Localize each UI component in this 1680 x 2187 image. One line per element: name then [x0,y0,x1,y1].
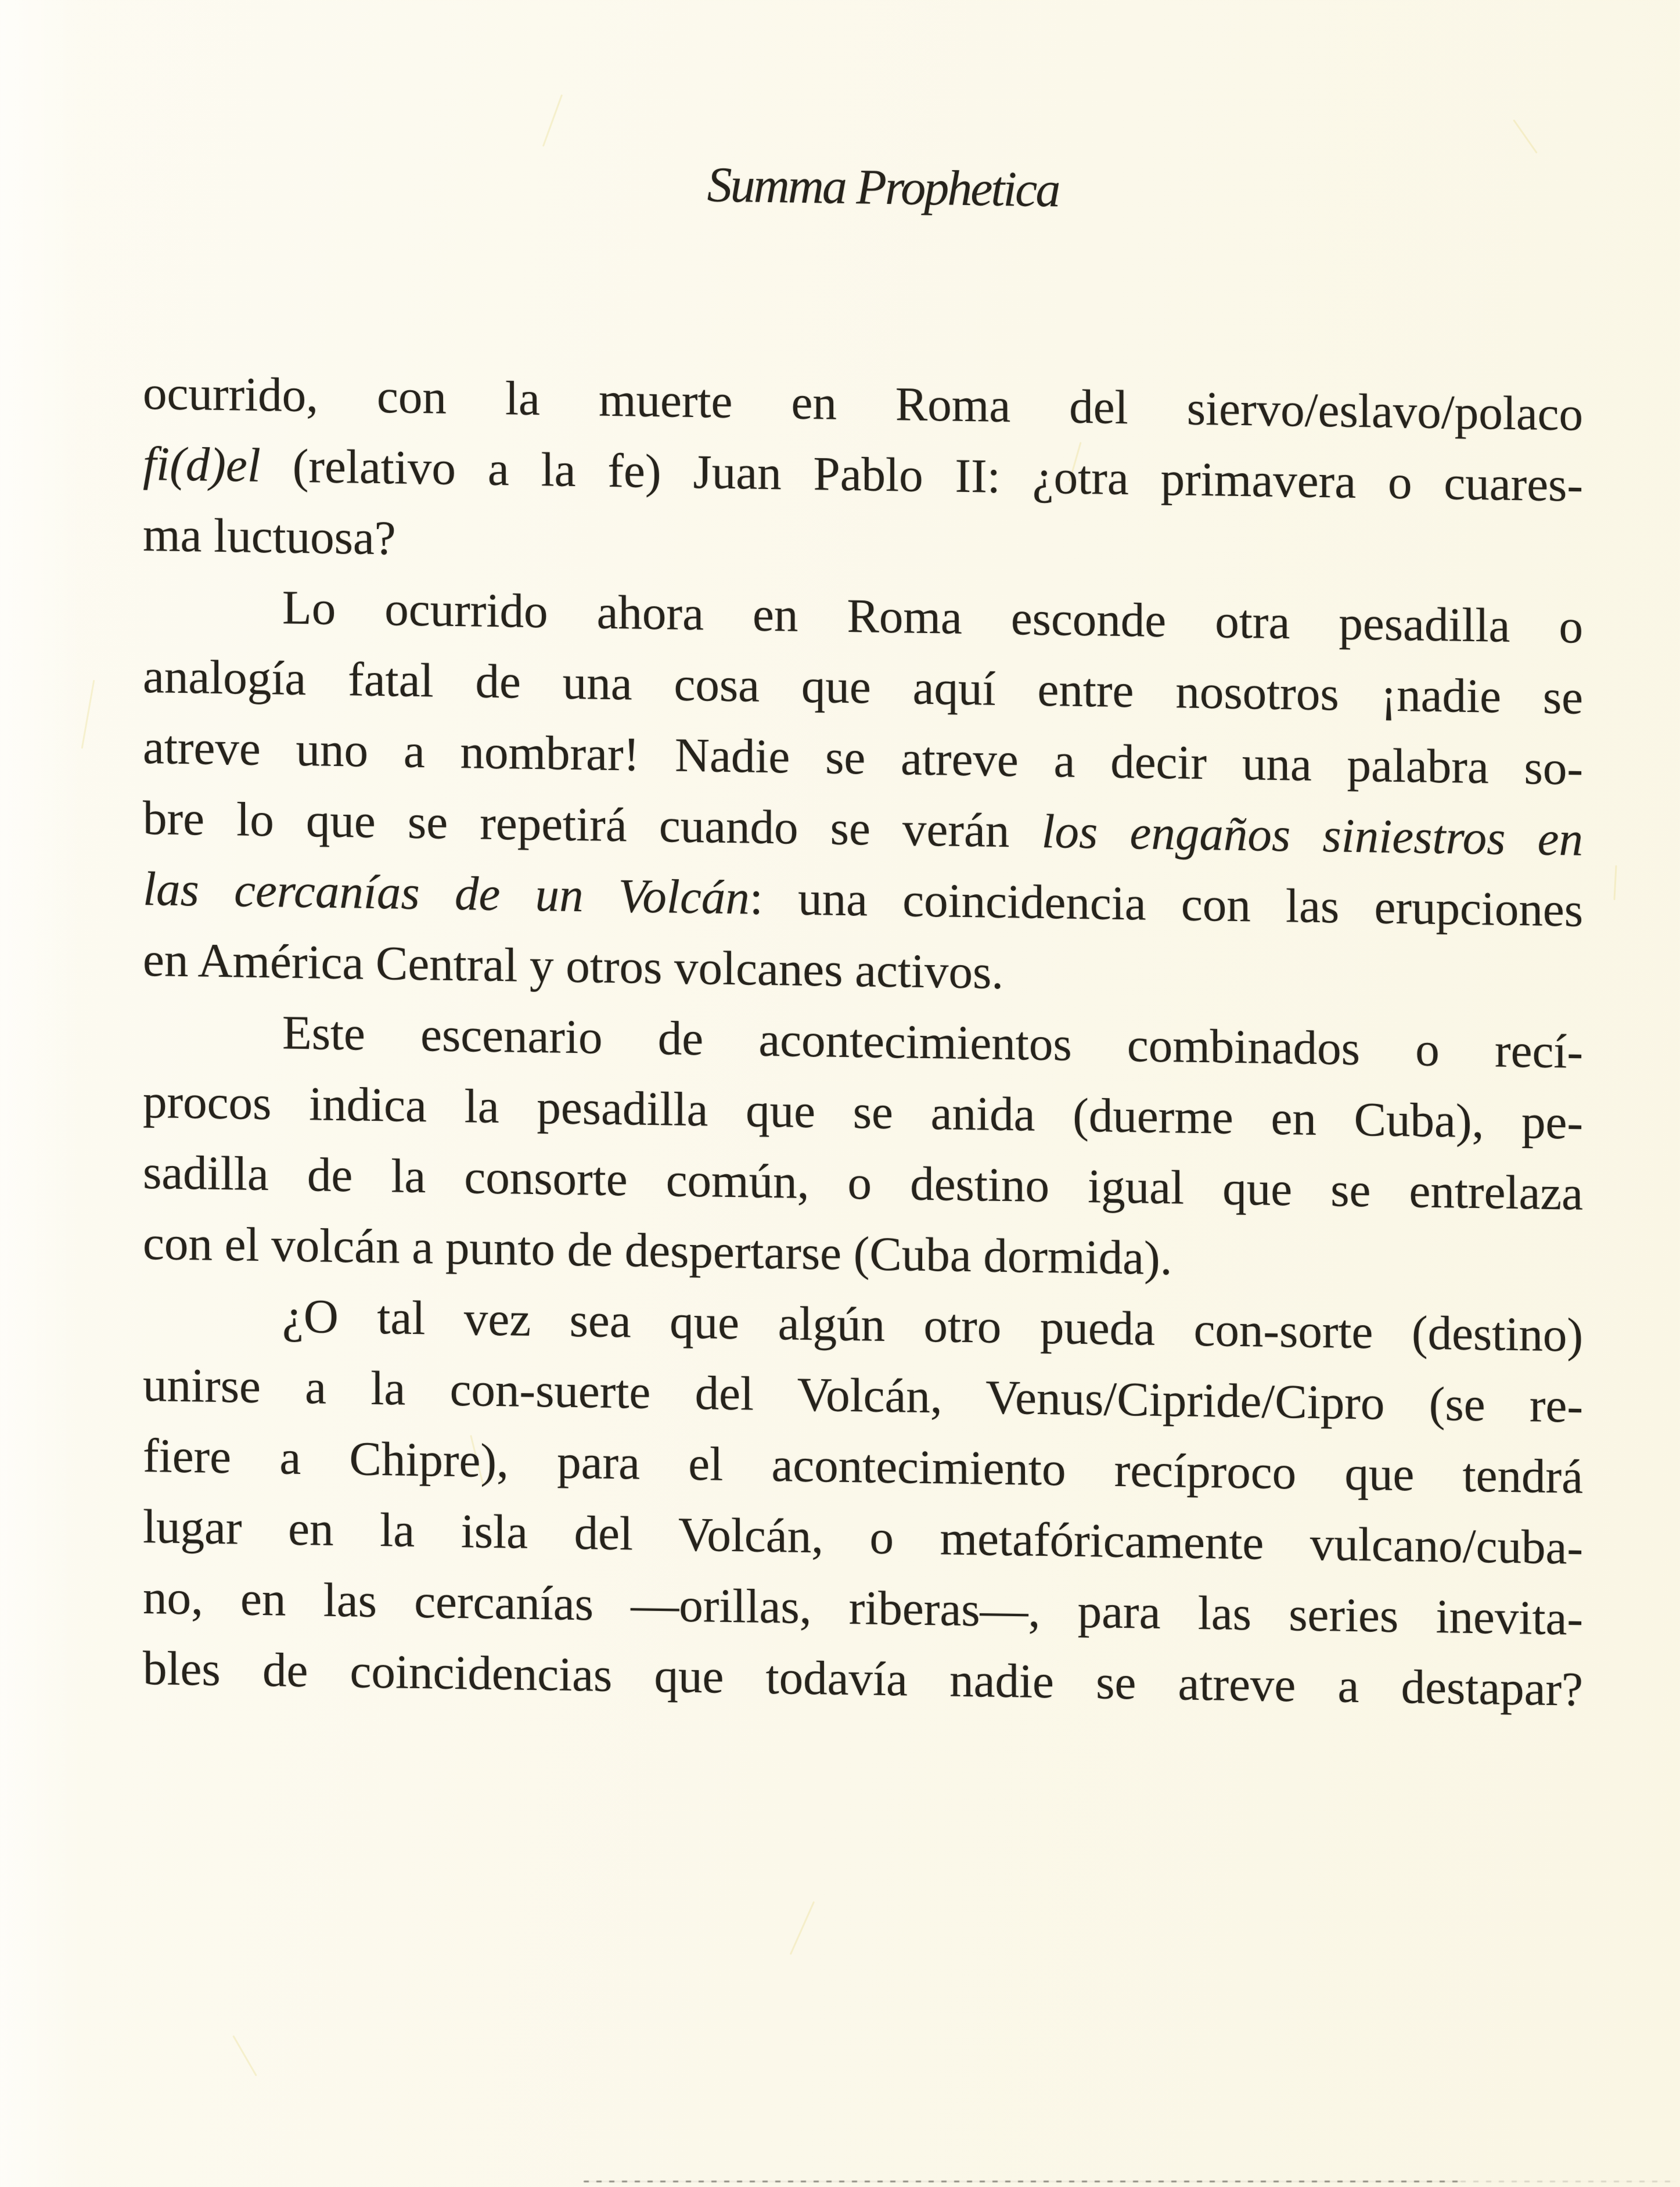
italic-text-segment: las cercanías de un Volcán [143,862,750,925]
scan-edge-line-faint [1460,2181,1677,2182]
italic-text-segment: fi(d)el [143,437,261,492]
text-segment: Lo ocurrido ahora en Roma esconde otra pesadilla o [282,580,1583,653]
text-segment: analogía fatal de una cosa que aquí entre nosotros ¡nadie se [143,649,1583,724]
paper-fiber [1513,119,1538,153]
paragraph [143,1278,1583,1725]
paragraph [143,995,1583,1300]
text-segment: ocurrido, con la muerte en Roma del siervo/eslavo/polaco [143,366,1583,441]
paper-fiber [542,94,563,146]
text-segment: en América Central y otros volcanes activos. [143,933,1004,999]
text-segment: procos indica la pesadilla que se anida (duerme en Cuba), pe- [143,1074,1583,1149]
text-segment: atreve uno a nombrar! Nadie se atreve a decir una palabra so- [143,720,1583,795]
paragraph [143,570,1583,1016]
text-segment: lugar en la isla del Volcán, o metafóricamente vulcano/cuba- [143,1499,1583,1574]
paper-fiber [232,2035,257,2077]
text-segment: fiere a Chipre), para el acontecimiento recíproco que tendrá [143,1429,1583,1503]
text-segment: ma luctuosa? [143,508,396,565]
text-segment: (relativo a la fe) Juan Pablo II: ¿otra primavera o cuares- [260,438,1583,512]
paper-fiber [1613,865,1617,900]
text-segment: ¿O tal vez sea que algún otro pueda con-sorte (destino) [282,1289,1583,1362]
text-segment: bles de coincidencias que todavía nadie se atreve a destapar? [143,1641,1583,1716]
text-block [143,357,1583,1725]
text-segment: unirse a la con-suerte del Volcán, Venus/Cipride/Cipro (se re- [143,1358,1583,1433]
paper-fiber [790,1901,815,1955]
text-segment: Este escenario de acontecimientos combinados o recí- [282,1005,1583,1078]
paper-edge-highlight [0,0,81,2187]
text-segment: con el volcán a punto de despertarse (Cuba dormida). [143,1216,1172,1285]
paper-fiber [81,680,95,749]
italic-text-segment: los engaños siniestros en [1041,804,1583,866]
text-segment: no, en las cercanías —orillas, riberas—, para las series inevita- [143,1570,1583,1645]
running-head-title: Summa Prophetica [707,156,1059,218]
text-segment: bre lo que se repetirá cuando se verán [143,791,1042,858]
text-segment: : una coincidencia con las erupciones [749,871,1583,937]
text-segment: sadilla de la consorte común, o destino igual que se entrelaza [143,1145,1583,1220]
paragraph [143,357,1583,591]
scan-edge-line [584,2181,1460,2182]
